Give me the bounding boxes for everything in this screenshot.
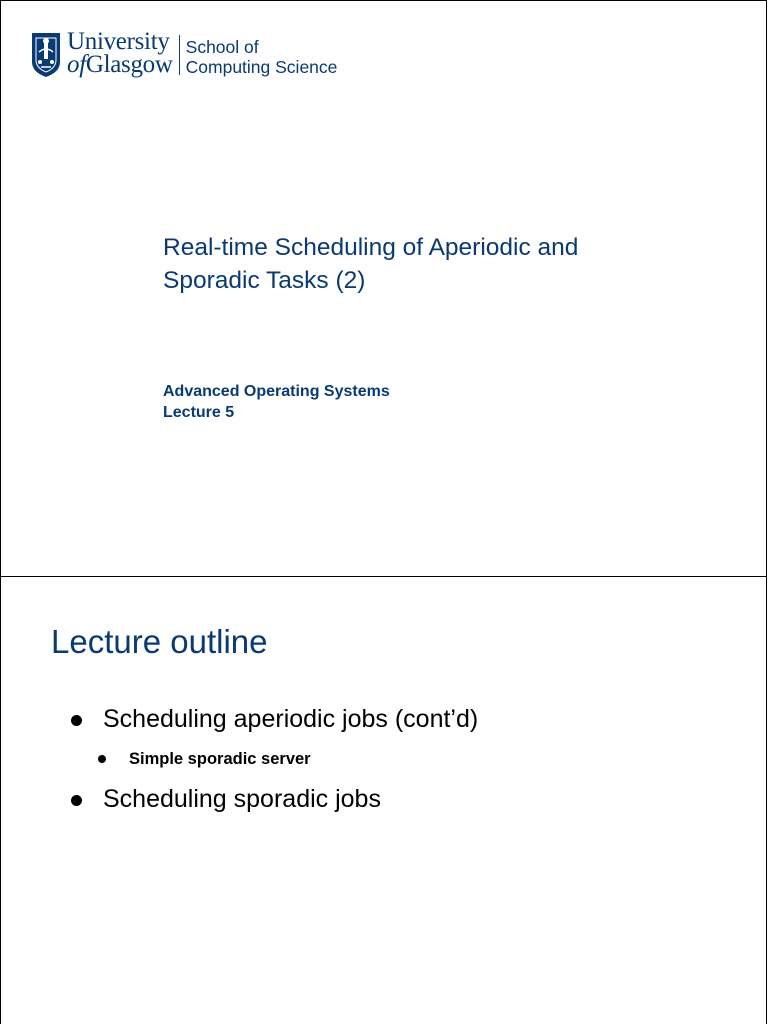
university-logo [31, 28, 338, 79]
outline-slide [0, 576, 767, 1024]
bullet-dot-icon [98, 755, 106, 763]
bullet-dot-icon [71, 795, 82, 806]
university-name-of: of [67, 51, 86, 78]
list-item-text: Scheduling sporadic jobs [103, 785, 381, 813]
slide-subtitle [163, 381, 390, 423]
course-name: Advanced Operating Systems [163, 383, 390, 400]
outline-heading: Lecture outline [51, 623, 268, 660]
school-name-line2: Computing Science [185, 57, 338, 77]
school-name [186, 37, 338, 77]
logo-divider [179, 35, 180, 75]
list-item-text: Simple sporadic server [129, 750, 311, 768]
school-name-line1: School of [185, 37, 259, 57]
bullet-dot-icon [71, 715, 82, 726]
slide-title [163, 231, 683, 297]
list-item [71, 779, 731, 819]
slide-title-line1: Real-time Scheduling of Aperiodic and [163, 234, 579, 261]
university-name-line1: University [67, 28, 170, 55]
outline-list [71, 699, 731, 819]
university-crest-icon [31, 32, 61, 78]
list-item [71, 699, 731, 739]
list-item-text: Scheduling aperiodic jobs (cont’d) [103, 705, 479, 733]
lecture-number: Lecture 5 [163, 404, 235, 421]
slide-title-line2: Sporadic Tasks (2) [163, 267, 366, 294]
university-name [67, 28, 173, 78]
university-name-line2 [67, 51, 173, 78]
list-item [71, 739, 731, 779]
university-name-glasgow: Glasgow [85, 51, 173, 78]
